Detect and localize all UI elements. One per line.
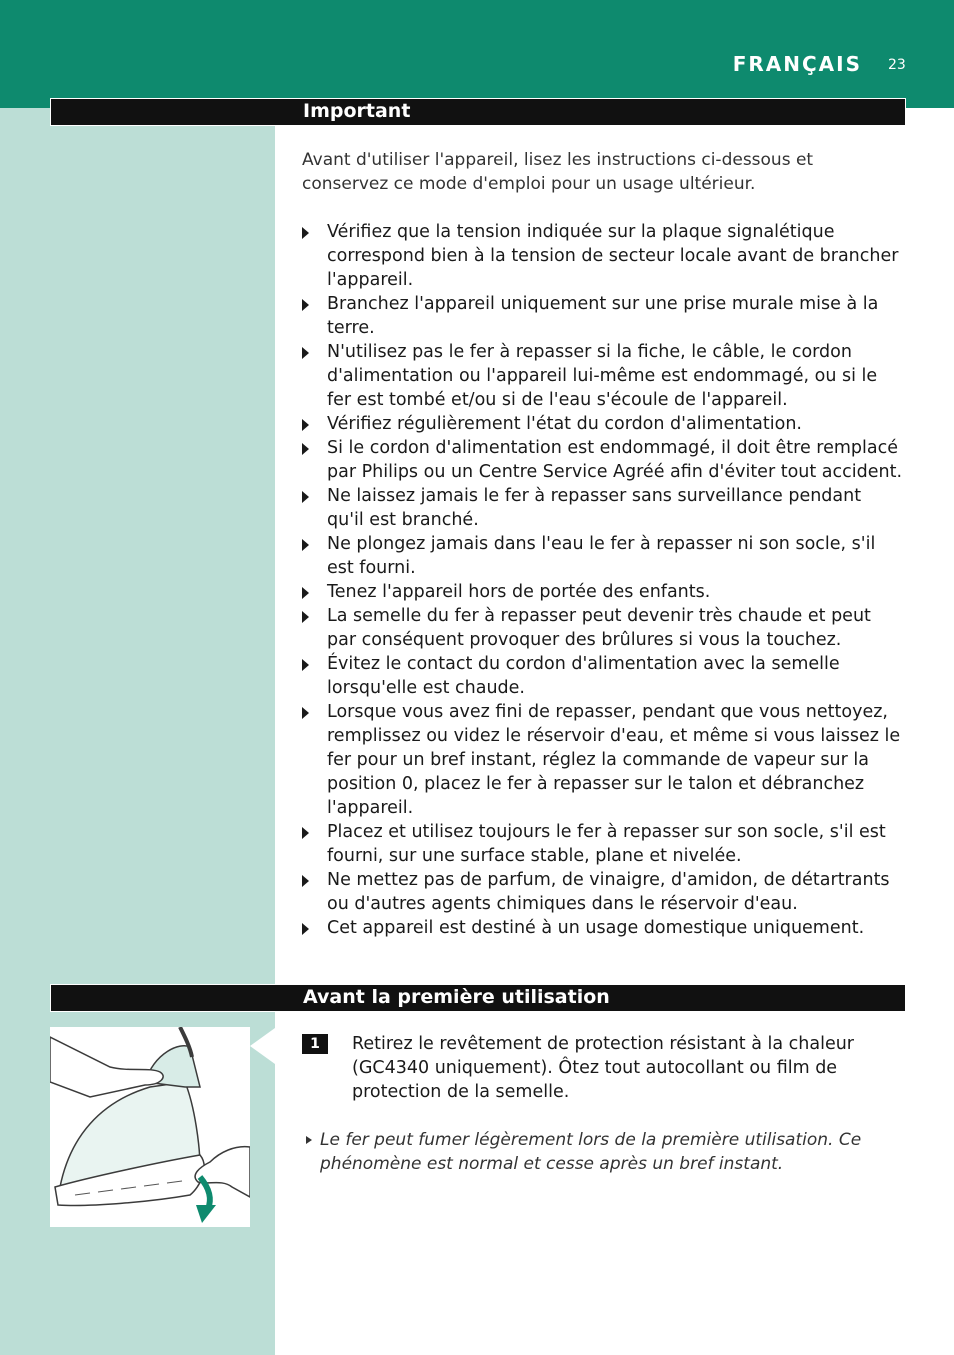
bullet-arrow-icon xyxy=(302,827,309,839)
list-item: Cet appareil est destiné à un usage domestique uniquement. xyxy=(302,916,902,940)
note xyxy=(302,1128,892,1176)
bullet-arrow-icon xyxy=(302,659,309,671)
iron-illustration xyxy=(50,1027,250,1227)
intro-paragraph: Avant d'utiliser l'appareil, lisez les instructions ci-dessous et conservez ce mode d'emploi pour un usage ultérieur. xyxy=(302,150,814,194)
list-item: Si le cordon d'alimentation est endommagé, il doit être remplacé par Philips ou un Centre Service Agréé afin d'éviter tout accident. xyxy=(302,436,902,484)
bullet-arrow-icon xyxy=(302,707,309,719)
page-number: 23 xyxy=(888,57,906,73)
list-item: Branchez l'appareil uniquement sur une prise murale mise à la terre. xyxy=(302,292,902,340)
bullet-arrow-icon xyxy=(302,875,309,887)
step-number-badge: 1 xyxy=(302,1034,328,1054)
section-bar-important xyxy=(50,98,906,126)
section-bar-first-use xyxy=(50,984,906,1012)
note-arrow-icon xyxy=(306,1136,312,1144)
list-item: Évitez le contact du cordon d'alimentation avec la semelle lorsqu'elle est chaude. xyxy=(302,652,902,700)
bullet-arrow-icon xyxy=(302,587,309,599)
bullet-arrow-icon xyxy=(302,923,309,935)
list-item: Vérifiez que la tension indiquée sur la plaque signalétique correspond bien à la tension de secteur locale avant de brancher l'appareil. xyxy=(302,220,902,292)
step-1 xyxy=(302,1032,892,1104)
list-item: Tenez l'appareil hors de portée des enfants. xyxy=(302,580,902,604)
note-text: Le fer peut fumer légèrement lors de la première utilisation. Ce phénomène est normal et cesse après un bref instant. xyxy=(320,1130,862,1174)
list-item: Lorsque vous avez fini de repasser, pendant que vous nettoyez, remplissez ou videz le réservoir d'eau, et même si vous laissez le fer pour un bref instant, réglez la commande de vapeur sur la position 0, placez le fer à repasser sur le talon et débranchez l'appareil. xyxy=(302,700,902,820)
section-title: Avant la première utilisation xyxy=(303,986,610,1008)
bullet-arrow-icon xyxy=(302,299,309,311)
list-item: La semelle du fer à repasser peut devenir très chaude et peut par conséquent provoquer des brûlures si vous la touchez. xyxy=(302,604,902,652)
illustration-pointer xyxy=(250,1028,275,1064)
bullet-arrow-icon xyxy=(302,443,309,455)
list-item: Vérifiez régulièrement l'état du cordon d'alimentation. xyxy=(302,412,902,436)
step-text: Retirez le revêtement de protection résistant à la chaleur (GC4340 uniquement). Ôtez tout autocollant ou film de protection de la semelle. xyxy=(352,1034,854,1102)
bullet-arrow-icon xyxy=(302,227,309,239)
bullet-arrow-icon xyxy=(302,419,309,431)
list-item: Ne plongez jamais dans l'eau le fer à repasser ni son socle, s'il est fourni. xyxy=(302,532,902,580)
iron-soleplate-icon xyxy=(50,1027,250,1227)
section-title: Important xyxy=(303,100,411,122)
bullet-arrow-icon xyxy=(302,347,309,359)
list-item: Placez et utilisez toujours le fer à repasser sur son socle, s'il est fourni, sur une surface stable, plane et nivelée. xyxy=(302,820,902,868)
bullet-arrow-icon xyxy=(302,611,309,623)
list-item: N'utilisez pas le fer à repasser si la fiche, le câble, le cordon d'alimentation ou l'appareil lui-même est endommagé, ou si le fer est tombé et/ou si de l'eau s'écoule de l'appareil. xyxy=(302,340,902,412)
bullet-arrow-icon xyxy=(302,491,309,503)
list-item: Ne mettez pas de parfum, de vinaigre, d'amidon, de détartrants ou d'autres agents chimiques dans le réservoir d'eau. xyxy=(302,868,902,916)
list-item: Ne laissez jamais le fer à repasser sans surveillance pendant qu'il est branché. xyxy=(302,484,902,532)
language-label: FRANÇAIS xyxy=(732,52,862,76)
safety-list xyxy=(302,220,902,940)
bullet-arrow-icon xyxy=(302,539,309,551)
